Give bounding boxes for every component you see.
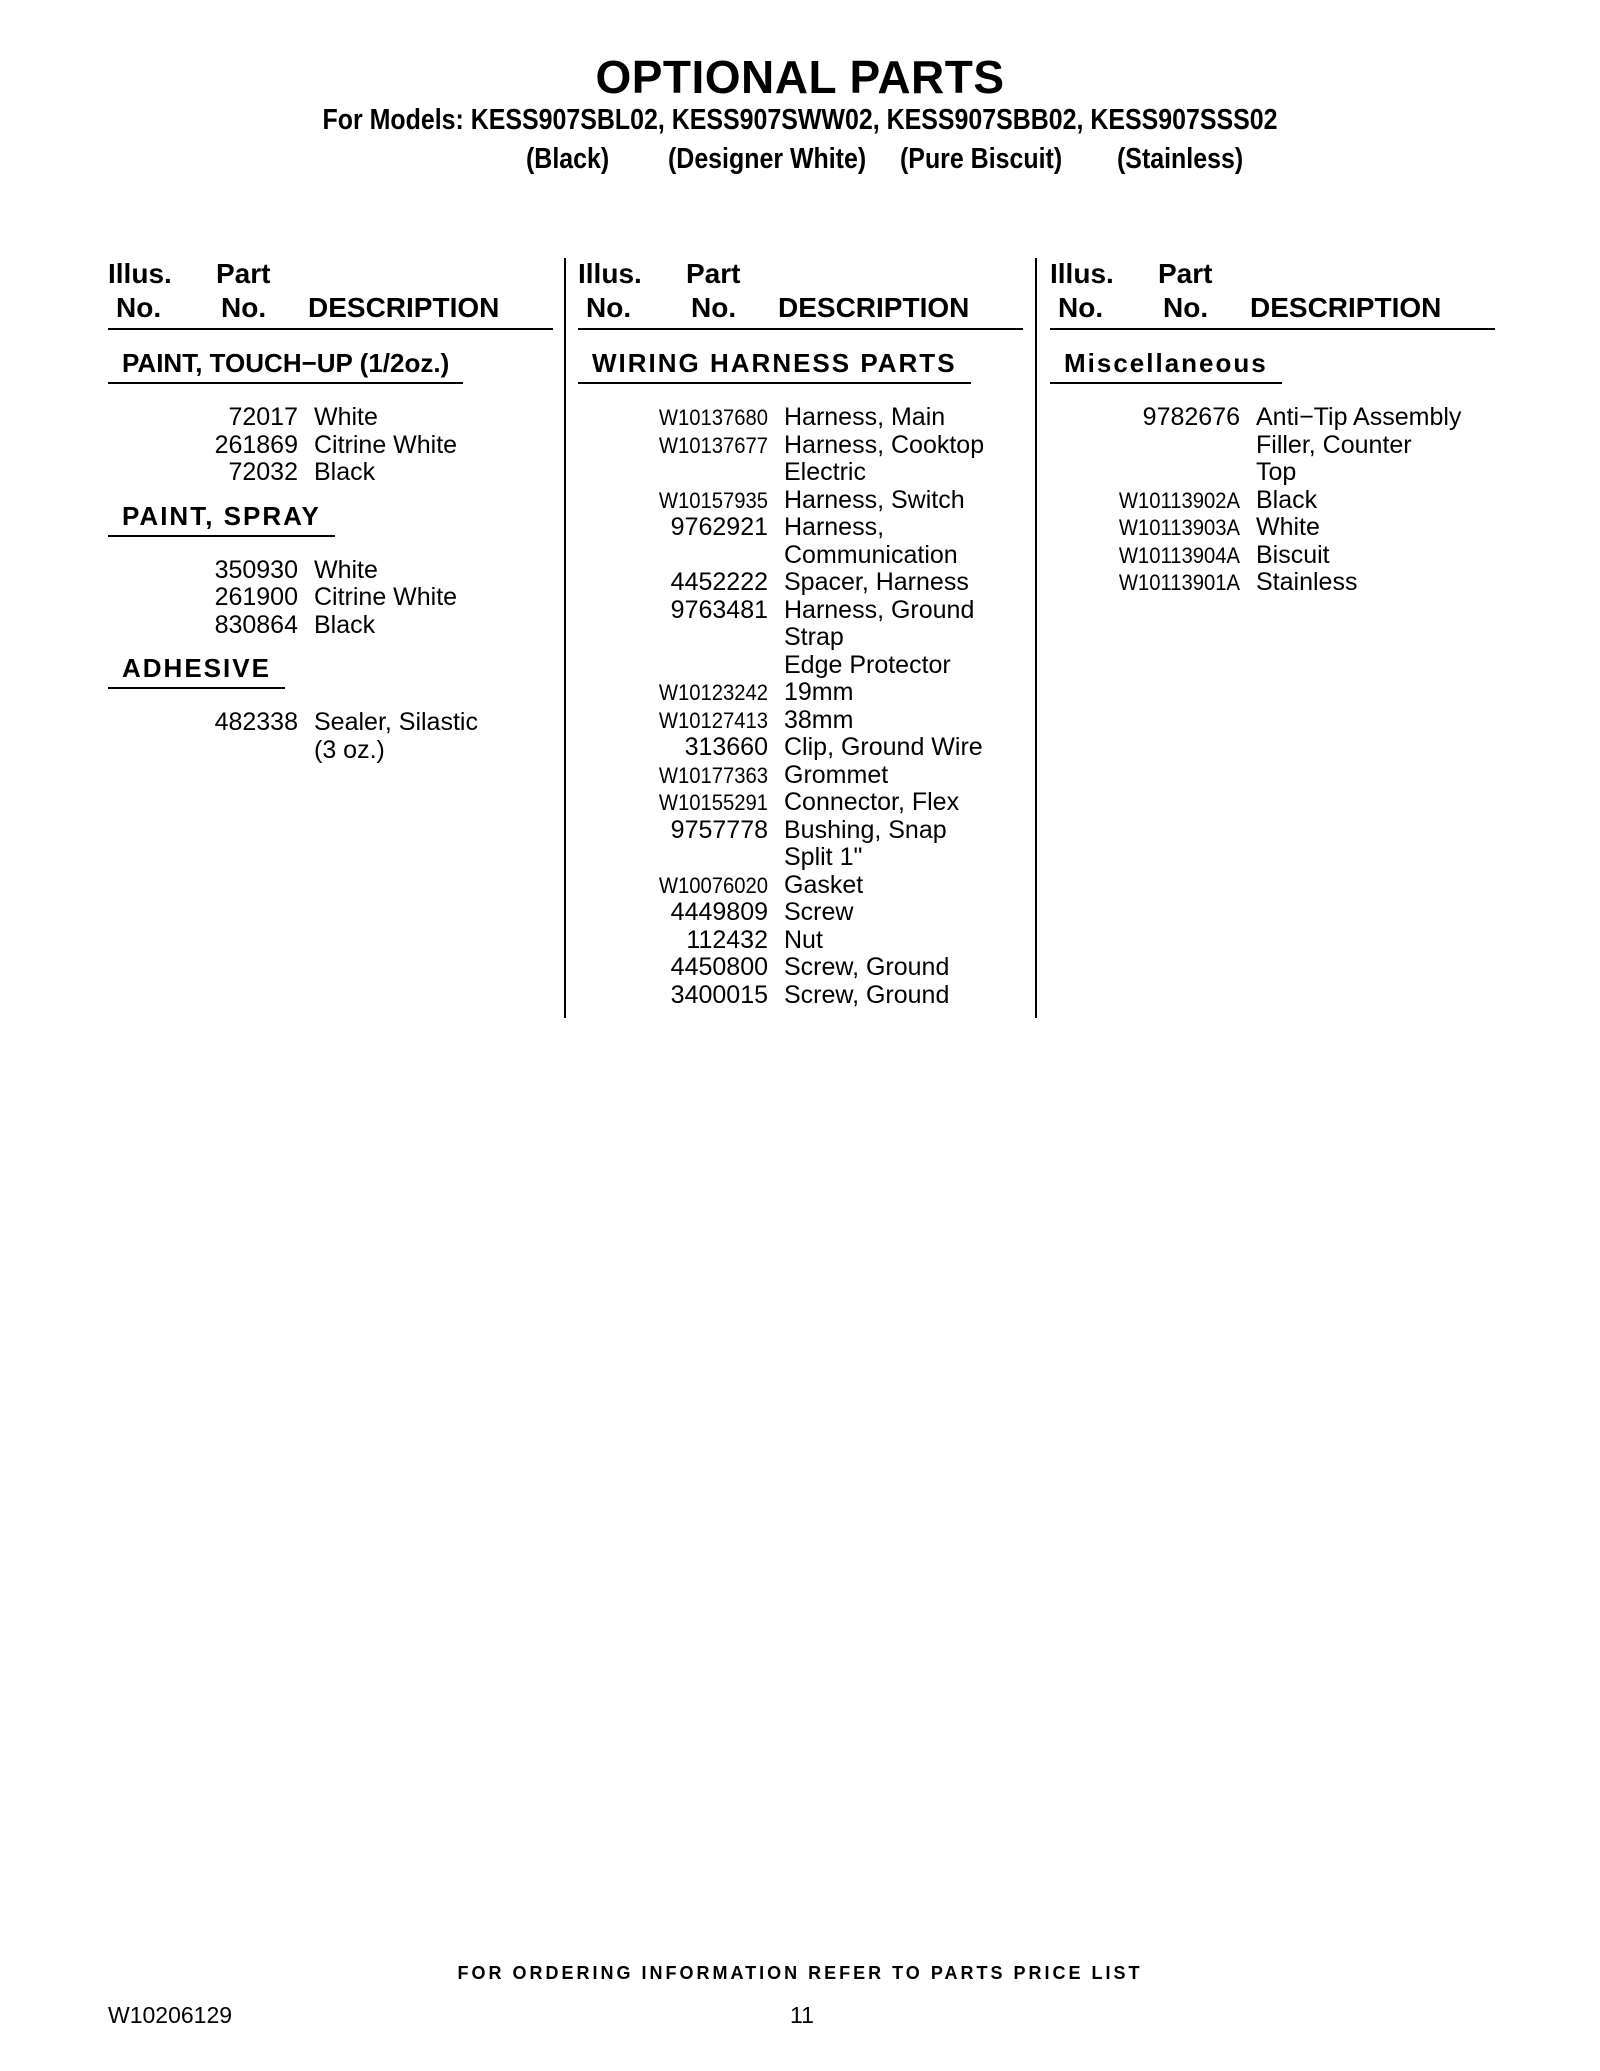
column-header-illus-no: No. xyxy=(116,292,162,323)
part-description: Screw, Ground xyxy=(784,953,950,981)
part-number: 830864 xyxy=(214,610,298,639)
part-number: 9762921 xyxy=(670,513,768,541)
parts-section xyxy=(108,653,553,764)
column-header-part: Part xyxy=(686,258,741,289)
column-divider xyxy=(1035,258,1037,1018)
part-row xyxy=(578,569,1023,597)
part-row xyxy=(578,954,1023,982)
part-description: Nut xyxy=(784,925,823,954)
part-row xyxy=(578,789,1023,817)
column-header-part: Part xyxy=(1158,258,1213,289)
part-number: W10076020 xyxy=(658,872,768,898)
part-number: 261869 xyxy=(214,430,298,459)
parts-section xyxy=(108,348,553,487)
part-description: 19mm xyxy=(784,678,854,706)
part-row xyxy=(578,707,1023,735)
part-number: 4449809 xyxy=(670,898,768,926)
part-number: 9763481 xyxy=(670,595,768,624)
part-row xyxy=(1050,542,1495,570)
part-description: 38mm xyxy=(784,705,854,734)
part-number: 72032 xyxy=(228,458,298,486)
parts-column xyxy=(578,258,1023,1009)
part-number: 4450800 xyxy=(670,953,768,981)
part-row xyxy=(108,584,553,612)
part-description: White xyxy=(314,403,378,431)
part-description: Bushing, Snap Split 1" xyxy=(784,815,947,871)
column-header-description: DESCRIPTION xyxy=(778,292,970,323)
part-row xyxy=(578,514,1023,569)
part-number: W10155291 xyxy=(658,790,768,815)
part-row xyxy=(1050,404,1495,432)
part-row xyxy=(1050,487,1495,515)
page-title: OPTIONAL PARTS xyxy=(595,51,1005,103)
part-row xyxy=(578,404,1023,432)
column-header-part-no: No. xyxy=(691,292,737,323)
part-description: Gasket xyxy=(784,870,864,899)
part-description: Spacer, Harness xyxy=(784,568,969,596)
part-number xyxy=(1050,432,1240,487)
part-description: Anti−Tip Assembly xyxy=(1256,403,1462,431)
part-description: Screw, Ground xyxy=(784,980,950,1009)
column-header-illus-no: No. xyxy=(586,292,632,323)
part-number: W10113904A xyxy=(1118,542,1240,568)
part-description: Connector, Flex xyxy=(784,788,960,816)
column-header xyxy=(1050,258,1495,330)
part-number: W10113901A xyxy=(1118,570,1240,595)
part-number: W10137680 xyxy=(658,405,768,430)
part-row xyxy=(108,612,553,640)
parts-section xyxy=(578,348,1023,1009)
part-number xyxy=(578,652,768,680)
part-description: Harness, Switch xyxy=(784,485,965,514)
part-number: W10123242 xyxy=(658,680,768,705)
parts-list xyxy=(108,404,553,487)
part-row xyxy=(1050,569,1495,597)
part-row xyxy=(578,679,1023,707)
parts-column xyxy=(1050,258,1495,597)
section-title: WIRING HARNESS PARTS xyxy=(578,348,971,384)
color-label-black: (Black) xyxy=(526,143,610,175)
column-header-description: DESCRIPTION xyxy=(308,292,500,323)
part-row xyxy=(1050,432,1495,487)
part-number: W10127413 xyxy=(658,707,768,733)
part-row xyxy=(578,899,1023,927)
part-description: Citrine White xyxy=(314,430,458,459)
part-number: 72017 xyxy=(228,403,298,431)
part-number: W10177363 xyxy=(658,762,768,788)
part-description: Screw xyxy=(784,898,854,926)
parts-list xyxy=(1050,404,1495,597)
part-row xyxy=(578,927,1023,955)
part-number: W10113903A xyxy=(1118,515,1240,540)
column-header-part: Part xyxy=(216,258,271,289)
part-description: Filler, Counter Top xyxy=(1256,430,1412,486)
part-row xyxy=(578,487,1023,515)
column-header-illus: Illus. xyxy=(108,258,172,289)
part-number: 482338 xyxy=(214,708,298,736)
part-description: Biscuit xyxy=(1256,540,1330,569)
part-description: White xyxy=(1256,513,1320,541)
color-label-designer-white: (Designer White) xyxy=(668,143,867,175)
part-description: Citrine White xyxy=(314,583,458,611)
parts-list xyxy=(108,557,553,640)
models-line: For Models: KESS907SBL02, KESS907SWW02, KESS907SBB02, KESS907SSS02 xyxy=(322,104,1278,136)
parts-column xyxy=(108,258,553,764)
column-header xyxy=(108,258,553,330)
document-number: W10206129 xyxy=(108,2002,233,2028)
part-description: Grommet xyxy=(784,760,889,789)
section-title: PAINT, SPRAY xyxy=(108,501,335,537)
part-row xyxy=(578,432,1023,487)
page-number: 11 xyxy=(790,2002,814,2028)
parts-list xyxy=(578,404,1023,1009)
part-description: Edge Protector xyxy=(784,650,951,679)
part-description: Harness, Communication xyxy=(784,513,958,569)
section-title: PAINT, TOUCH−UP (1/2oz.) xyxy=(108,348,463,384)
part-number: W10113902A xyxy=(1118,487,1240,513)
column-divider xyxy=(564,258,566,1018)
column-header-part-no: No. xyxy=(1163,292,1209,323)
part-number: 112432 xyxy=(686,925,768,954)
part-row xyxy=(578,652,1023,680)
part-row xyxy=(578,982,1023,1010)
part-description: White xyxy=(314,555,378,584)
part-number: W10137677 xyxy=(658,432,768,458)
part-number: 9757778 xyxy=(670,815,768,844)
color-label-stainless: (Stainless) xyxy=(1117,143,1244,175)
column-header-illus: Illus. xyxy=(1050,258,1114,289)
part-row xyxy=(578,762,1023,790)
part-description: Harness, Cooktop Electric xyxy=(784,430,985,486)
column-header-description: DESCRIPTION xyxy=(1250,292,1442,323)
parts-list xyxy=(108,709,553,764)
part-row xyxy=(108,557,553,585)
part-row xyxy=(1050,514,1495,542)
part-number: 313660 xyxy=(684,733,768,761)
column-header-illus-no: No. xyxy=(1058,292,1104,323)
section-title: Miscellaneous xyxy=(1050,348,1282,384)
part-number: 9782676 xyxy=(1142,403,1240,431)
part-row xyxy=(108,709,553,764)
part-description: Sealer, Silastic (3 oz.) xyxy=(314,708,478,764)
part-row xyxy=(578,817,1023,872)
part-number: 3400015 xyxy=(670,980,768,1009)
color-label-pure-biscuit: (Pure Biscuit) xyxy=(900,143,1063,175)
part-description: Clip, Ground Wire xyxy=(784,733,983,761)
part-row xyxy=(108,459,553,487)
parts-section xyxy=(1050,348,1495,597)
part-number: W10157935 xyxy=(658,487,768,513)
part-description: Stainless xyxy=(1256,568,1358,596)
part-row xyxy=(578,872,1023,900)
column-header-part-no: No. xyxy=(221,292,267,323)
part-number: 4452222 xyxy=(670,568,768,596)
section-title: ADHESIVE xyxy=(108,653,285,689)
part-row xyxy=(108,404,553,432)
part-row xyxy=(578,734,1023,762)
part-description: Harness, Ground Strap xyxy=(784,595,975,651)
column-header-illus: Illus. xyxy=(578,258,642,289)
part-number: 261900 xyxy=(214,583,298,611)
part-description: Harness, Main xyxy=(784,403,946,431)
part-row xyxy=(578,597,1023,652)
part-number: 350930 xyxy=(214,555,298,584)
part-description: Black xyxy=(1256,485,1318,514)
column-header xyxy=(578,258,1023,330)
part-row xyxy=(108,432,553,460)
part-description: Black xyxy=(314,458,376,486)
parts-section xyxy=(108,501,553,640)
part-description: Black xyxy=(314,610,376,639)
ordering-note: FOR ORDERING INFORMATION REFER TO PARTS PRICE LIST xyxy=(457,1963,1143,1983)
